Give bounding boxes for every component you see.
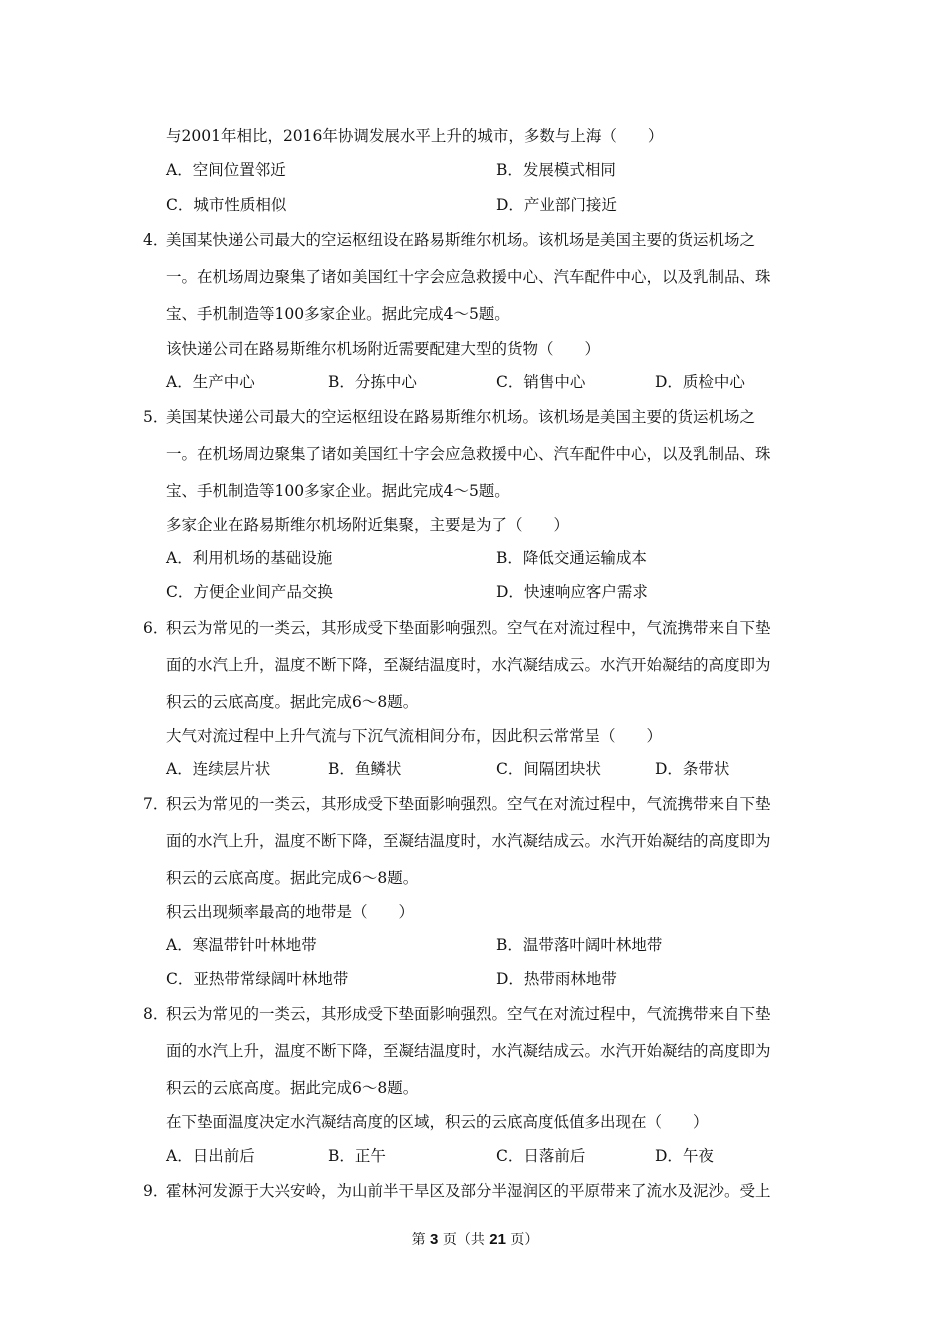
q6-passage-line: 面的水汽上升，温度不断下降，至凝结温度时，水汽凝结成云。水汽开始凝结的高度即为 bbox=[166, 656, 771, 674]
q5-option-b: B．降低交通运输成本 bbox=[496, 549, 647, 567]
footer-page-number: 3 bbox=[430, 1231, 439, 1248]
q6-option-c: C．间隔团块状 bbox=[496, 760, 601, 778]
q7-option-d: D．热带雨林地带 bbox=[496, 970, 617, 988]
q6-option-b: B．鱼鳞状 bbox=[328, 760, 402, 778]
q4-passage-line: 美国某快递公司最大的空运枢纽设在路易斯维尔机场。该机场是美国主要的货运机场之 bbox=[166, 231, 756, 249]
q5-option-d: D．快速响应客户需求 bbox=[496, 583, 648, 601]
q6-stem: 大气对流过程中上升气流与下沉气流相间分布，因此积云常常呈（ ） bbox=[166, 727, 663, 745]
q8-option-a: A．日出前后 bbox=[166, 1147, 255, 1165]
q3-option-d: D．产业部门接近 bbox=[496, 196, 617, 214]
q8-passage-line: 积云为常见的一类云，其形成受下垫面影响强烈。空气在对流过程中，气流携带来自下垫 bbox=[166, 1005, 771, 1023]
q7-passage-line: 积云的云底高度。据此完成6～8题。 bbox=[166, 869, 419, 887]
q5-stem: 多家企业在路易斯维尔机场附近集聚，主要是为了（ ） bbox=[166, 516, 570, 534]
q4-option-c: C．销售中心 bbox=[496, 373, 586, 391]
q9-passage-line: 霍林河发源于大兴安岭，为山前半干旱区及部分半湿润区的平原带来了流水及泥沙。受上 bbox=[166, 1182, 771, 1200]
q4-passage-line: 一。在机场周边聚集了诸如美国红十字会应急救援中心、汽车配件中心，以及乳制品、珠 bbox=[166, 268, 771, 286]
q4-stem: 该快递公司在路易斯维尔机场附近需要配建大型的货物（ ） bbox=[166, 340, 601, 358]
q9-number: 9． bbox=[143, 1182, 169, 1200]
q4-option-b: B．分拣中心 bbox=[328, 373, 417, 391]
q7-passage-line: 面的水汽上升，温度不断下降，至凝结温度时，水汽凝结成云。水汽开始凝结的高度即为 bbox=[166, 832, 771, 850]
q8-passage-line: 积云的云底高度。据此完成6～8题。 bbox=[166, 1079, 419, 1097]
q8-number: 8． bbox=[143, 1005, 169, 1023]
q5-option-a: A．利用机场的基础设施 bbox=[166, 549, 333, 567]
q3-option-a: A．空间位置邻近 bbox=[166, 161, 286, 179]
q8-option-b: B．正午 bbox=[328, 1147, 386, 1165]
q6-passage-line: 积云为常见的一类云，其形成受下垫面影响强烈。空气在对流过程中，气流携带来自下垫 bbox=[166, 619, 771, 637]
q7-option-c: C．亚热带常绿阔叶林地带 bbox=[166, 970, 349, 988]
q7-passage-line: 积云为常见的一类云，其形成受下垫面影响强烈。空气在对流过程中，气流携带来自下垫 bbox=[166, 795, 771, 813]
q7-option-a: A．寒温带针叶林地带 bbox=[166, 936, 317, 954]
q3-stem: 与2001年相比，2016年协调发展水平上升的城市，多数与上海（ ） bbox=[166, 127, 664, 145]
q5-passage-line: 美国某快递公司最大的空运枢纽设在路易斯维尔机场。该机场是美国主要的货运机场之 bbox=[166, 408, 756, 426]
page-footer bbox=[0, 1230, 950, 1250]
q8-option-d: D．午夜 bbox=[655, 1147, 714, 1165]
footer-suffix: 页） bbox=[505, 1232, 539, 1248]
q4-option-a: A．生产中心 bbox=[166, 373, 255, 391]
q7-stem: 积云出现频率最高的地带是（ ） bbox=[166, 903, 415, 921]
q4-number: 4． bbox=[143, 231, 169, 249]
footer-total-pages: 21 bbox=[489, 1231, 506, 1248]
q6-passage-line: 积云的云底高度。据此完成6～8题。 bbox=[166, 693, 419, 711]
q8-stem: 在下垫面温度决定水汽凝结高度的区域，积云的云底高度低值多出现在（ ） bbox=[166, 1113, 709, 1131]
q6-option-d: D．条带状 bbox=[655, 760, 730, 778]
q8-passage-line: 面的水汽上升，温度不断下降，至凝结温度时，水汽凝结成云。水汽开始凝结的高度即为 bbox=[166, 1042, 771, 1060]
q5-passage-line: 一。在机场周边聚集了诸如美国红十字会应急救援中心、汽车配件中心，以及乳制品、珠 bbox=[166, 445, 771, 463]
q5-number: 5． bbox=[143, 408, 169, 426]
q8-option-c: C．日落前后 bbox=[496, 1147, 586, 1165]
q7-option-b: B．温带落叶阔叶林地带 bbox=[496, 936, 663, 954]
q3-option-c: C．城市性质相似 bbox=[166, 196, 287, 214]
q3-option-b: B．发展模式相同 bbox=[496, 161, 616, 179]
q4-passage-line: 宝、手机制造等100多家企业。据此完成4～5题。 bbox=[166, 305, 510, 323]
footer-prefix: 第 bbox=[411, 1232, 431, 1248]
q7-number: 7． bbox=[143, 795, 169, 813]
q5-passage-line: 宝、手机制造等100多家企业。据此完成4～5题。 bbox=[166, 482, 510, 500]
q6-option-a: A．连续层片状 bbox=[166, 760, 271, 778]
q6-number: 6． bbox=[143, 619, 169, 637]
q5-option-c: C．方便企业间产品交换 bbox=[166, 583, 333, 601]
footer-middle: 页（共 bbox=[438, 1232, 490, 1248]
q4-option-d: D．质检中心 bbox=[655, 373, 745, 391]
